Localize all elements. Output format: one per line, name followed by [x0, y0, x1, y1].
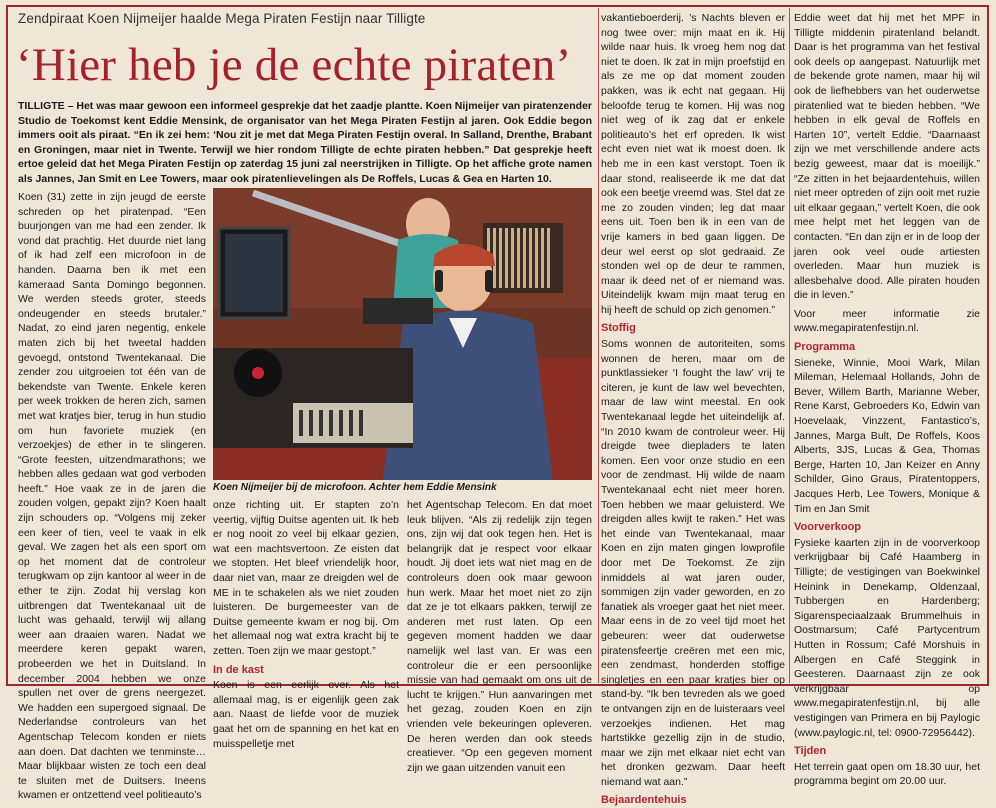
- tijden-text: Het terrein gaat open om 18.30 uur, het programma begint om 20.00 uur.: [794, 760, 980, 788]
- subheading-tijden: Tijden: [794, 745, 827, 758]
- body-text: Koen (31) zette in zijn jeugd de eerste schreden op het piratenpad. “Een buurjongen van me had een zender. Ik vond dat prachtig. Het duurde niet lang of ik had zelf een microfoon in de handen. Daarna ben ik met een kameraad Santa Domingo begonnen. We werden steeds groter, steeds ondeugender en steeds brutaler.” Nadat, zo eind jaren negentig, enkele maten zich bij het tweetal hadden gevoegd, ontstond Twentekanaal. Die zender zou uitgroeien tot één van de bekendste van Twente. Enkele keren per week trokken de heren zich, samen met wat kratjes bier, terug in hun studio om hun favoriete muziek (en verzoekjes) de ether in te slingeren. “Grote feesten, uitzendmarathons; we hebben alles gedaan wat god verboden heeft.” Hoe vaak ze in de jaren die zouden volgen, gepakt zijn? Koen haalt zijn schouders op. “Volgens mij zeker een keer of tien, veel te vaak in elk geval. We zagen het als een sport om op het moment dat de controleur terugkwam op zijn kantoor al weer in de ether te zijn. Zodat hij verslag kon uitbrengen dat Twentekanaal uit de lucht was gehaald, terwijl wij allang weer aan draaien waren. Nadat we meerdere keren gepakt waren, probeerden we het in Duitsland. In december 2004 hebben we onze spullen net over de grens neergezet. We hadden een supergoed signaal. De Nederlandse controleurs van het Agentschap Telecom konden er niets aan doen. Dat dachten we tenminste… Maar blijkbaar wisten ze toch een deal te sluiten met de Duitsers. Ineens kwamen er ontzettend veel politieauto’s: [18, 191, 206, 802]
- body-text: Soms wonnen de autoriteiten, soms wonnen de heren, maar om de punktlassieker ‘I fought the law’ vrij te citeren, je kunt de law wel bevechten, maar de law wint meestal. En ook Twentekanaal legde het uiteindelijk af. “In 2010 kwam de controleur weer. Hij dreigde twee diepladers te laten komen. Een voor onze studio en een voor de zendmast. Hij wilde de naam Twentekanaal echt niet meer horen. Toen hebben we maar geluisterd. We dreigden alles kwijt te raken.” Het was het einde van Twentekanaal, maar Koen en zijn maten gingen lowprofile door met De Toekomst. Ze zijn inmiddels al wat jaren ouder, sommigen zijn vader geworden, en zo fanatiek als vroeger gaat het niet meer. Maar eens in de zo veel tijd moet het gebeuren: weer dat ouderwetse piratensfeertje creëren met een mic, een zendmast, honderden stoffige singletjes en een paar kratjes bier op stand-by. “Ik ben tevreden als we goed te ontvangen zijn en de luisteraars veel verzoekjes indienen. Het mag hartstikke gezellig zijn in de studio, maar we zijn met elkaar niet echt van het dronken gezwam. Daar heeft niemand wat aan.”: [601, 338, 785, 788]
- article-column-3: [407, 498, 592, 774]
- subheading-bejaardentehuis: Bejaardentehuis: [601, 794, 687, 807]
- column-divider: [789, 8, 790, 683]
- studio-photo-illustration: [213, 188, 592, 480]
- photo-caption: Koen Nijmeijer bij de microfoon. Achter hem Eddie Mensink: [213, 482, 497, 493]
- more-info-text: Voor meer informatie zie www.megapiratenfestijn.nl.: [794, 307, 980, 335]
- subheading-voorverkoop: Voorverkoop: [794, 521, 862, 534]
- body-text: het Agentschap Telecom. En dat moet leuk blijven. “Als zij redelijk zijn tegen ons, zijn wij dat ook tegen hen. Het is belangrijk dat je respect voor elkaar houdt. Jij doet iets wat niet mag en de controleurs doen ook maar gewoon hun werk. Maar het moet niet zo zijn dat ze je tot elkaars pakken, terwijl ze anderen met rust laten. Op een gegeven moment hadden we daar namelijk wel last van. Er was een controleur die er een persoonlijke missie van had gemaakt om ons uit de lucht te krijgen.” Hun aanvaringen met het gezag, zouden Koen en zijn vrienden vele bekeuringen opleveren. De heren werden dan ook steeds creatiever. “Op een gegeven moment zijn we gaan uitzenden vanuit een: [407, 499, 592, 774]
- subheading-programma: Programma: [794, 341, 856, 354]
- subheading-stoffig: Stoffig: [601, 322, 636, 335]
- body-text: Koen is een eerlijk over. Als het allemaal mag, is er eigenlijk geen zak aan. Naast de liefde voor de muziek gaat het om de spanning en het kat en muisspelletje met: [213, 679, 399, 750]
- body-text: vakantieboerderij. ’s Nachts bleven er nog twee over: mijn maat en ik. Hij wilde naar huis. Ik vroeg hem nog dat niet te doen. Ik zat in mijn proefstijd en als ze me op dat moment zouden pakken, was ik echt nat gegaan. Hij beloofde terug te komen. Hij was nog niet weg of ik zag dat er enkele politieauto’s het erf opreden. Ik wist echt even niet wat ik moest doen. Ik heb me in een kast verstopt. Toen ik daar stond, realiseerde ik me dat dat ook een beetje vreemd was. Stel dat ze me zo zouden vinden; leg dat maar eens uit. Toen ben ik in een van de vrije kamers in bed gaan liggen. De deur wel eerst op slot gedraaid. Ze stonden wel op de deur te rammen, maar ik deed net of er niemand was. Uiteindelijk kwam mijn maat terug en hij heeft de schuld op zich genomen.”: [601, 12, 785, 316]
- subheading-in-de-kast: In de kast: [213, 663, 264, 676]
- studio-photo: [213, 188, 592, 480]
- lede-paragraph: TILLIGTE – Het was maar gewoon een informeel gesprekje dat het zaadje plantte. Koen Nijmeijer van piratenzender Studio de Toekomst kent Eddie Mensink, de organisator van het Mega Piraten Festijn al jaren. Ook Eddie begon immers ooit als piraat. “En ik zei hem: ‘Nou zit je met dat Mega Piraten Festijn overal. In Salland, Drenthe, Brabant en Groningen, maar niet in Twente. Terwijl we hier rondom Tilligte de echte piraten hebben.” Dat gesprekje heeft ertoe geleid dat het Mega Piraten Festijn op zaterdag 15 juni zal neerstrijken in Tilligte. Op het affiche grote namen als Jannes, Jan Smit en Lee Towers, maar ook piratenlievelingen als De Roffels, Lucas & Gea en Harten 10.: [18, 100, 592, 185]
- voorverkoop-text: Fysieke kaarten zijn in de voorverkoop verkrijgbaar bij Café Haamberg in Tilligte; de vestigingen van Boekwinkel Heinink in Denekamp, Oldenzaal, Tubbergen en Hardenberg; Sigarenspeciaalzaak Brummelhuis in Oostmarsum; Café Partycentrum Hutten in Rossum; Café Morshuis in Albergen en Café Steggink in Geesteren. Daarnaast zijn ze ook verkrijgbaar op www.megapiratenfestijn.nl, bij alle vestigingen van Primera en bij Paylogic (www.paylogic.nl, tel: 0900-72956442).: [794, 536, 980, 739]
- body-text: Eddie weet dat hij met het MPF in Tilligte middenin piratenland belandt. Daar is het programma van het festival ook deels op aangepast. Natuurlijk met de bekende grote namen, maar hij wil ook de liefhebbers van het ouderwetse piratenlied wat te bieden hebben. “We hebben in elk geval de Roffels en Harten 10”, vertelt Eddie. “Daarnaast zijn we met verschillende andere acts bezig geweest, maar dat is moeilijk.” “Ze zitten in het bejaardentehuis, willen niet meer optreden of zijn ooit met ruzie uit elkaar gegaan,” vertelt Koen, die ook mee helpt met het leggen van de contacten. “En dan zijn er in de loop der jaren ook veel oude artiesten overleden. Maar hun muziek is allesbehalve dood. Alle piraten houden die in leven.”: [794, 12, 980, 302]
- overline: Zendpiraat Koen Nijmeijer haalde Mega Piraten Festijn naar Tilligte: [18, 11, 426, 26]
- article-column-5: [794, 11, 980, 788]
- article-column-1: [18, 190, 206, 802]
- article-column-4: [601, 11, 785, 807]
- body-text: onze richting uit. Er stapten zo’n veertig, vijftig Duitse agenten uit. Ik heb er nog nooit zo veel bij elkaar gezien, wat een machtsvertoon. Ze eisten dat we stopten. Het bleef vriendelijk hoor, daar niet van, maar ze dreigden wel de ME in te schakelen als we niet zouden luisteren. De burgemeester van de Duitse gemeente kwam er nog bij. Om het allemaal nog wat extra kracht bij te zetten. Toen zijn we maar gestopt.”: [213, 499, 399, 657]
- programma-list: Sieneke, Winnie, Mooi Wark, Milan Mileman, Helemaal Hollands, John de Bever, Willem Barth, Marianne Weber, Rene Karst, Gebroeders Ko, Edwin van Hoevelaak, Vinzzent, Fantastico’s, Jannes, Marga Bult, De Roffels, Koos Alberts, 3JS, Lucas & Gea, Thomas Berge, Harten 10, Jan Keizer en Anny Schilder, Gino Graus, Piratentoppers, Jacques Herb, Lee Towers, Monique & Tim en Jan Smit: [794, 356, 980, 515]
- column-divider: [598, 8, 599, 683]
- headline: ‘Hier heb je de echte piraten’: [16, 39, 572, 91]
- article-column-2: [213, 498, 399, 750]
